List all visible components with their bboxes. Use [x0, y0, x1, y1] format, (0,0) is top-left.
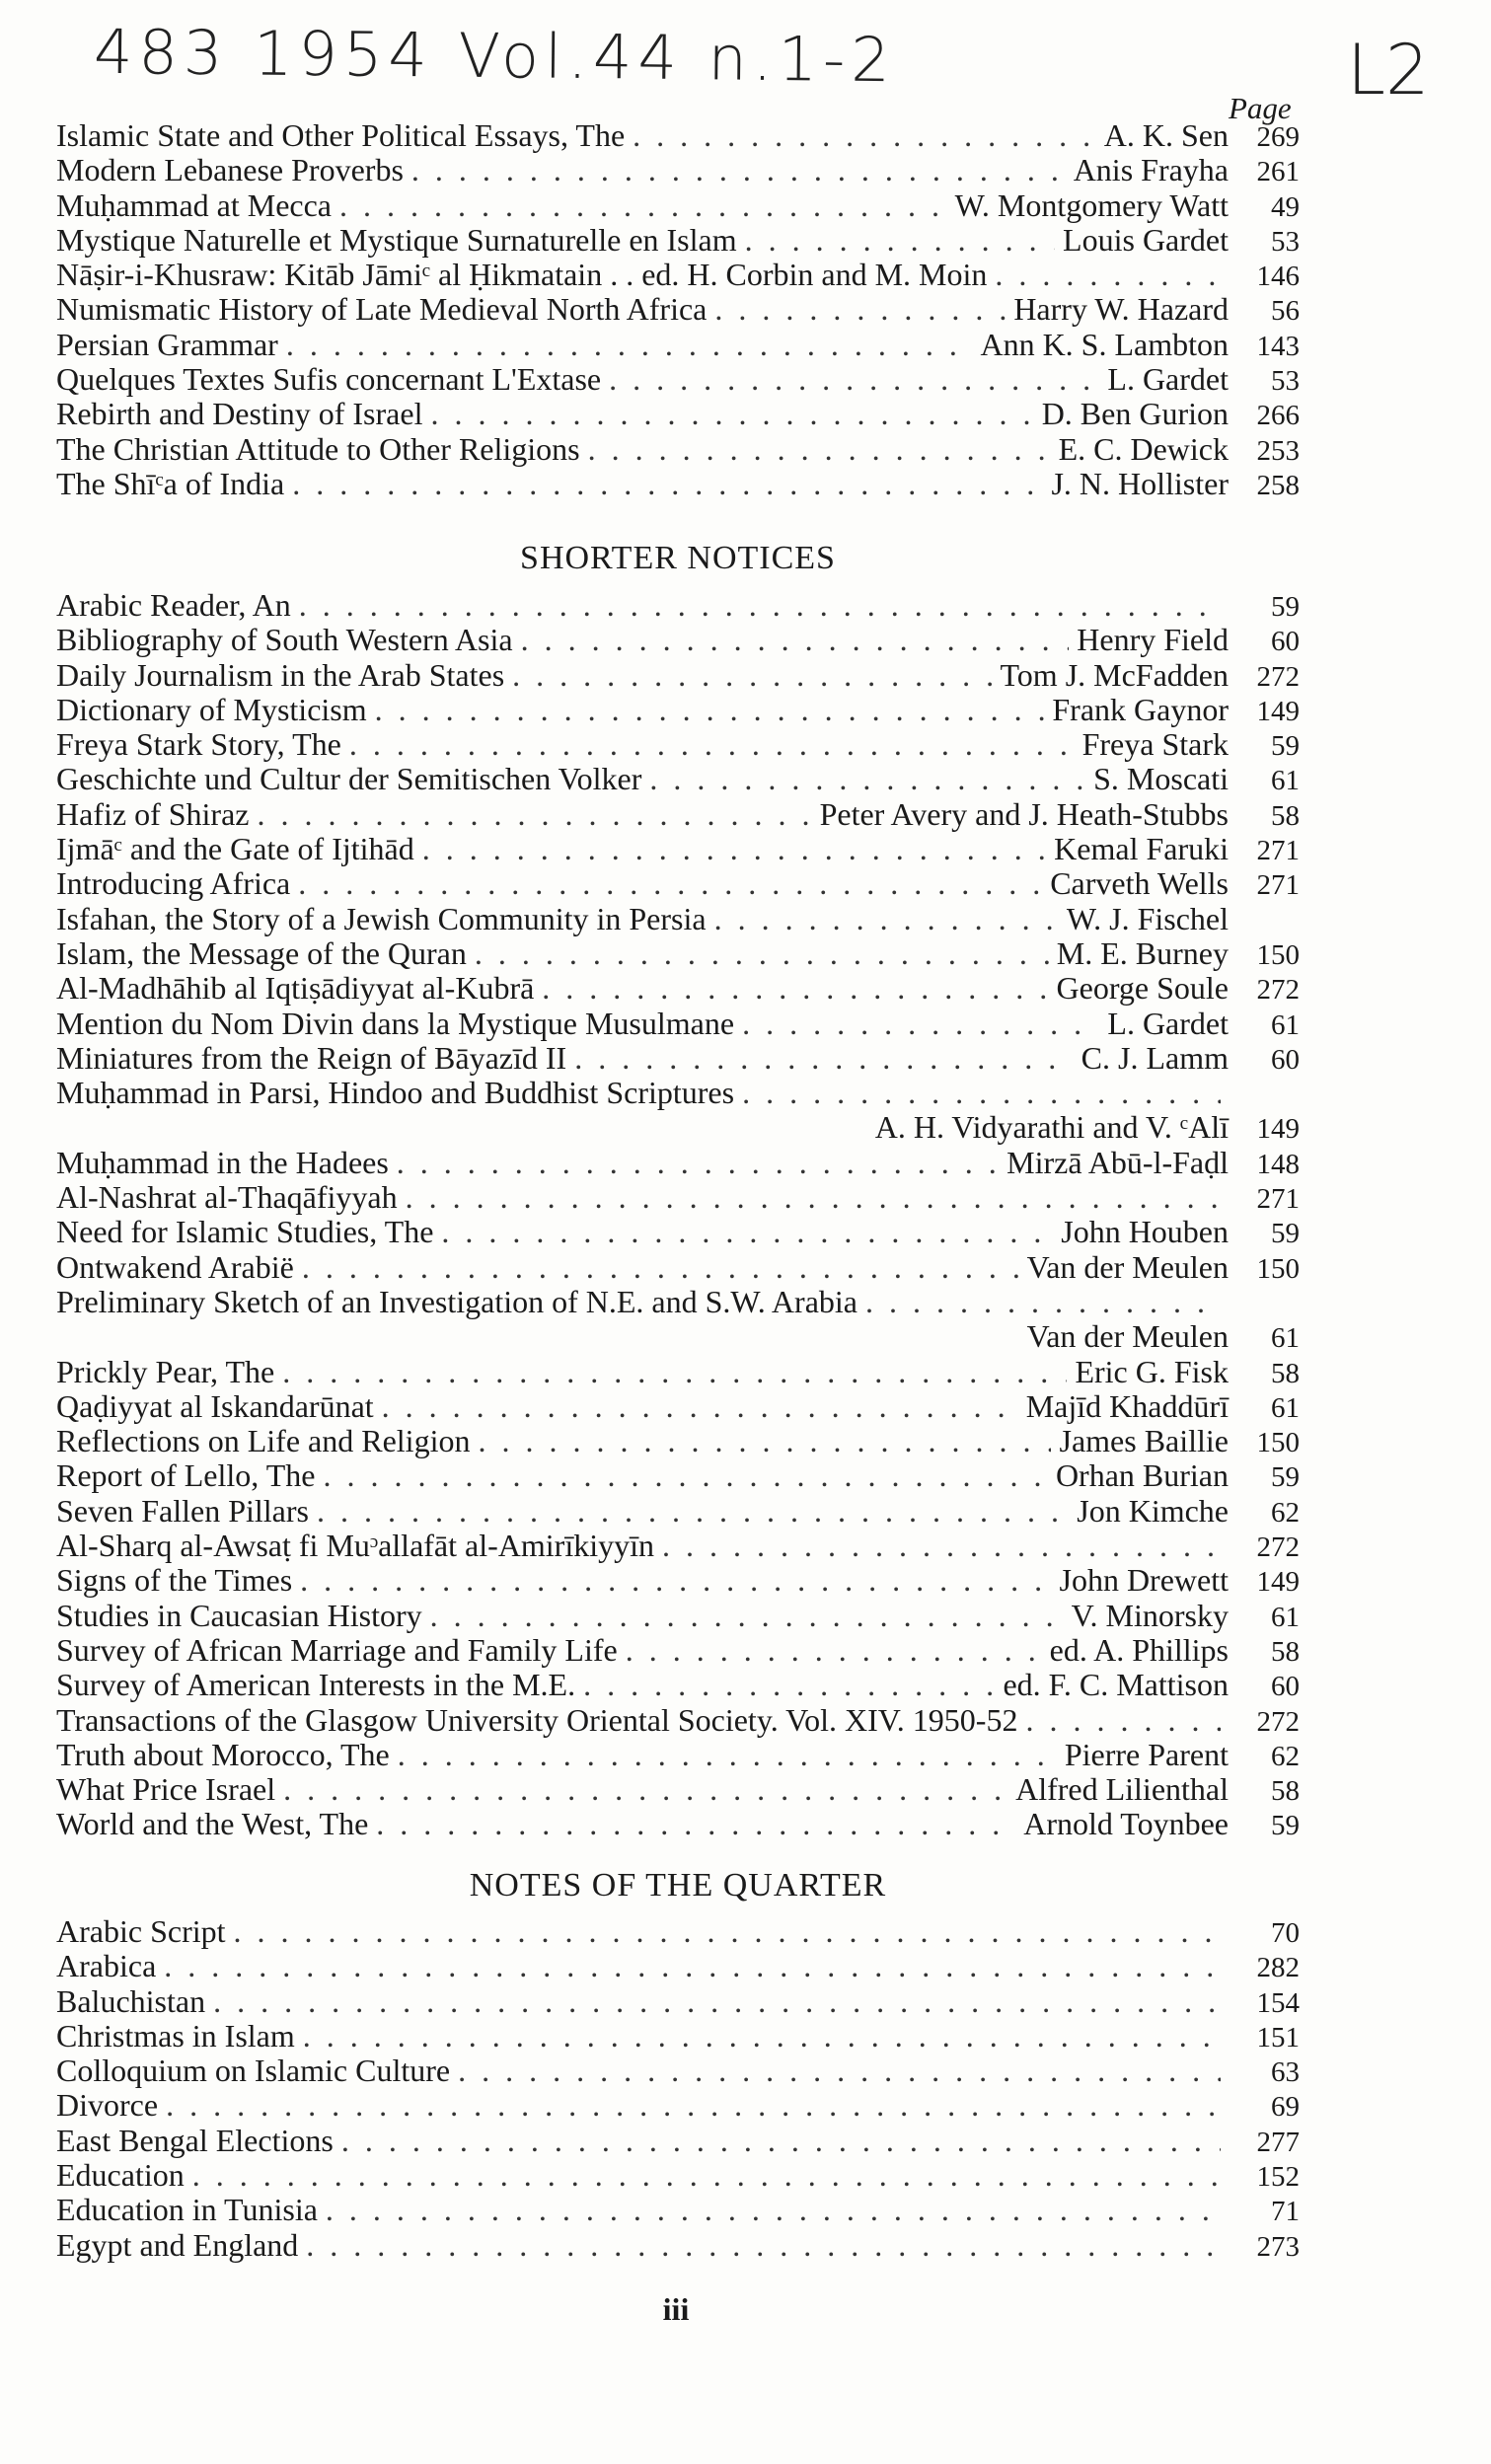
- dot-leader: [213, 1984, 1221, 2019]
- entry-page: 269: [1256, 121, 1300, 153]
- entry-page: 59: [1271, 1461, 1300, 1494]
- review-list: [56, 118, 1300, 501]
- index-entry: [56, 1949, 1300, 1983]
- entry-author: Frank Gaynor: [1052, 691, 1229, 727]
- dot-leader: [422, 832, 1046, 866]
- dot-leader: [300, 1563, 1051, 1598]
- dot-leader: [192, 2158, 1221, 2193]
- entry-title: Need for Islamic Studies, The: [56, 1214, 434, 1250]
- entry-author: Majīd Khaddūrī: [1025, 1387, 1229, 1424]
- entry-author: Kemal Faruki: [1054, 831, 1229, 867]
- index-entry: [56, 971, 1300, 1006]
- entry-author: James Baillie: [1059, 1423, 1229, 1459]
- dot-leader: [303, 2019, 1221, 2053]
- entry-title: Baluchistan: [56, 1982, 206, 2019]
- index-entry: [56, 588, 1300, 623]
- entry-page: 261: [1256, 156, 1300, 188]
- entry-author: C. J. Lamm: [1081, 1039, 1229, 1076]
- index-entry: [56, 362, 1300, 397]
- entry-title: Education in Tunisia: [56, 2192, 318, 2228]
- entry-title: Survey of American Interests in the M.E.: [56, 1667, 576, 1703]
- entry-title: Arabica: [56, 1948, 157, 1984]
- entry-title: Modern Lebanese Proverbs: [56, 152, 404, 188]
- index-entry: [56, 2019, 1300, 2053]
- entry-author: V. Minorsky: [1071, 1597, 1229, 1633]
- entry-author: Alfred Lilienthal: [1015, 1771, 1229, 1808]
- dot-leader: [865, 1285, 1221, 1319]
- dot-leader: [649, 762, 1085, 796]
- dot-leader: [1025, 1703, 1221, 1738]
- entry-title: Muḥammad at Mecca: [56, 187, 332, 223]
- entry-title: Hafiz of Shiraz: [56, 795, 250, 832]
- entry-title: Prickly Pear, The: [56, 1353, 275, 1389]
- entry-title: Isfahan, the Story of a Jewish Community in Persia: [56, 900, 707, 936]
- entry-author: A. K. Sen: [1103, 117, 1229, 153]
- entry-page: 61: [1271, 1322, 1300, 1355]
- entry-title: Reflections on Life and Religion: [56, 1423, 471, 1459]
- entry-page: 58: [1271, 1635, 1300, 1668]
- dot-leader: [745, 223, 1055, 258]
- index-entry: [56, 1215, 1300, 1249]
- index-entry: [56, 292, 1300, 327]
- dot-leader: [441, 1215, 1053, 1249]
- entry-page: 53: [1271, 365, 1300, 398]
- entry-title: Education: [56, 2157, 185, 2194]
- entry-title: Geschichte und Cultur der Semitischen Volker: [56, 761, 642, 797]
- entry-title: Dictionary of Mysticism: [56, 691, 367, 727]
- entry-author: ed. A. Phillips: [1049, 1631, 1229, 1668]
- dot-leader: [164, 1949, 1221, 1983]
- entry-title: Introducing Africa: [56, 865, 291, 902]
- entry-page: 61: [1271, 1601, 1300, 1633]
- entry-page: 59: [1271, 591, 1300, 623]
- dot-leader: [257, 797, 811, 832]
- entry-author: Harry W. Hazard: [1013, 291, 1229, 328]
- entry-page: 150: [1256, 1427, 1300, 1459]
- dot-leader: [574, 1041, 1073, 1076]
- dot-leader: [742, 1007, 1099, 1041]
- shorter-notices-list: [56, 588, 1300, 1842]
- entry-author: W. J. Fischel: [1066, 900, 1229, 936]
- dot-leader: [292, 467, 1043, 501]
- entry-author: ed. F. C. Mattison: [1003, 1667, 1229, 1703]
- entry-page: 62: [1271, 1740, 1300, 1772]
- entry-author: Mirzā Abū-l-Faḍl: [1006, 1144, 1229, 1180]
- index-entry: [56, 1319, 1300, 1354]
- dot-leader: [458, 2053, 1221, 2088]
- notes-of-quarter-list: [56, 1914, 1300, 2263]
- index-entry: [56, 727, 1300, 762]
- index-entry: [56, 1633, 1300, 1668]
- index-entry: [56, 623, 1300, 657]
- index-entry: [56, 1076, 1300, 1110]
- entry-page: 70: [1271, 1917, 1300, 1949]
- dot-leader: [283, 1772, 1007, 1807]
- dot-leader: [376, 1807, 1015, 1841]
- entry-title: Arabic Reader, An: [56, 587, 291, 623]
- entry-title: Rebirth and Destiny of Israel: [56, 396, 423, 432]
- index-entry: [56, 2053, 1300, 2088]
- dot-leader: [588, 432, 1051, 467]
- index-entry: [56, 936, 1300, 971]
- dot-leader: [430, 1599, 1064, 1633]
- entry-page: 151: [1256, 2021, 1300, 2053]
- entry-page: 58: [1271, 1357, 1300, 1389]
- entry-author: Ann K. S. Lambton: [980, 326, 1229, 362]
- dot-leader: [512, 658, 992, 693]
- dot-leader: [609, 362, 1099, 397]
- dot-leader: [475, 936, 1049, 971]
- dot-leader: [662, 1529, 1221, 1563]
- entry-title: What Price Israel: [56, 1771, 276, 1808]
- dot-leader: [339, 188, 947, 223]
- entry-title: The Shīᶜa of India: [56, 465, 285, 501]
- dot-leader: [521, 623, 1070, 657]
- dot-leader: [323, 1458, 1047, 1493]
- entry-author: Van der Meulen: [1026, 1248, 1229, 1285]
- entry-author: M. E. Burney: [1056, 934, 1229, 971]
- entry-author: Jon Kimche: [1077, 1492, 1229, 1529]
- dot-leader: [166, 2088, 1221, 2123]
- entry-author: D. Ben Gurion: [1041, 396, 1229, 432]
- entry-page: 266: [1256, 400, 1300, 432]
- page-folio: iii: [662, 2291, 690, 2327]
- dot-leader: [234, 1914, 1222, 1949]
- entry-title: Christmas in Islam: [56, 2017, 295, 2053]
- entry-title: Colloquium on Islamic Culture: [56, 2053, 451, 2089]
- entry-author: John Houben: [1061, 1214, 1229, 1250]
- entry-page: 149: [1256, 1566, 1300, 1599]
- entry-page: 150: [1256, 938, 1300, 971]
- index-entry: [56, 1146, 1300, 1180]
- entry-page: 60: [1271, 1043, 1300, 1076]
- entry-page: 61: [1271, 765, 1300, 797]
- index-entry: [56, 2124, 1300, 2158]
- entry-title: Freya Stark Story, The: [56, 726, 341, 763]
- dot-leader: [298, 866, 1042, 901]
- dot-leader: [306, 2228, 1221, 2263]
- entry-author: L. Gardet: [1107, 361, 1229, 398]
- entry-author: Eric G. Fisk: [1075, 1353, 1229, 1389]
- entry-title: Mystique Naturelle et Mystique Surnaturelle en Islam: [56, 221, 737, 258]
- dot-leader: [382, 1389, 1018, 1424]
- entry-title: Ijmāᶜ and the Gate of Ijtihād: [56, 831, 414, 867]
- entry-title: Survey of African Marriage and Family Life: [56, 1631, 618, 1668]
- index-entry: [56, 1668, 1300, 1702]
- entry-page: 150: [1256, 1252, 1300, 1285]
- entry-title: Truth about Morocco, The: [56, 1736, 390, 1772]
- index-entry: [56, 1041, 1300, 1076]
- dot-leader: [299, 588, 1221, 623]
- entry-title: Preliminary Sketch of an Investigation of N.E. and S.W. Arabia: [56, 1283, 857, 1319]
- entry-title: Seven Fallen Pillars: [56, 1492, 309, 1529]
- entry-title: Miniatures from the Reign of Bāyazīd II: [56, 1039, 567, 1076]
- entry-title: Divorce: [56, 2087, 159, 2124]
- entry-author: Carveth Wells: [1050, 865, 1229, 902]
- dot-leader: [398, 1738, 1057, 1772]
- entry-page: 62: [1271, 1496, 1300, 1529]
- entry-author: Louis Gardet: [1063, 221, 1229, 258]
- dot-leader: [397, 1146, 999, 1180]
- index-entry: [56, 1772, 1300, 1807]
- entry-title: Persian Grammar: [56, 326, 278, 362]
- dot-leader: [742, 1076, 1221, 1110]
- entry-title: Egypt and England: [56, 2226, 299, 2263]
- index-entry: [56, 1458, 1300, 1493]
- entry-author: Freya Stark: [1081, 726, 1229, 763]
- entry-page: 63: [1271, 2056, 1300, 2089]
- index-entry: [56, 188, 1300, 223]
- dot-leader: [349, 727, 1075, 762]
- entry-page: 58: [1271, 1775, 1300, 1808]
- entry-author: S. Moscati: [1093, 761, 1229, 797]
- entry-author: John Drewett: [1059, 1562, 1229, 1599]
- entry-page: 61: [1271, 1391, 1300, 1424]
- dot-leader: [411, 153, 1066, 187]
- entry-title: Bibliography of South Western Asia: [56, 622, 513, 658]
- index-entry: [56, 1563, 1300, 1598]
- entry-author: Anis Frayha: [1073, 152, 1229, 188]
- index-entry: [56, 832, 1300, 866]
- entry-page: 277: [1256, 2126, 1300, 2158]
- entry-page: 271: [1256, 1183, 1300, 1216]
- dot-leader: [317, 1494, 1069, 1529]
- handwritten-note: 483 1954 Vol.44 n.1-2: [93, 15, 897, 97]
- index-entry: [56, 397, 1300, 431]
- index-entry: [56, 1807, 1300, 1841]
- entry-title: Studies in Caucasian History: [56, 1597, 422, 1633]
- handwritten-corner-mark: L2: [1347, 30, 1430, 111]
- dot-leader: [633, 118, 1096, 153]
- entry-page: 271: [1256, 869, 1300, 902]
- entry-page: 53: [1271, 225, 1300, 258]
- index-entry: [56, 432, 1300, 467]
- section-heading-notes-of-quarter: NOTES OF THE QUARTER: [469, 1867, 887, 1904]
- entry-title: Al-Nashrat al-Thaqāfiyyah: [56, 1179, 398, 1216]
- entry-title: World and the West, The: [56, 1806, 369, 1842]
- entry-title: East Bengal Elections: [56, 2122, 334, 2158]
- entry-title: Numismatic History of Late Medieval North Africa: [56, 291, 708, 328]
- index-entry: [56, 1738, 1300, 1772]
- entry-author: Tom J. McFadden: [1000, 656, 1229, 693]
- index-entry: [56, 762, 1300, 796]
- entry-title: Arabic Script: [56, 1913, 226, 1949]
- entry-title: Daily Journalism in the Arab States: [56, 656, 505, 693]
- entry-title: Muḥammad in Parsi, Hindoo and Buddhist Scriptures: [56, 1075, 735, 1111]
- entry-page: 148: [1256, 1148, 1300, 1180]
- entry-title: Muḥammad in the Hadees: [56, 1144, 389, 1180]
- index-entry: [56, 1424, 1300, 1458]
- entry-page: 59: [1271, 730, 1300, 763]
- entry-title: Quelques Textes Sufis concernant L'Extase: [56, 361, 602, 398]
- index-entry: [56, 1180, 1300, 1215]
- section-heading-shorter-notices: SHORTER NOTICES: [520, 540, 836, 576]
- entry-page: 146: [1256, 261, 1300, 293]
- dot-leader: [714, 902, 1059, 936]
- entry-page: 154: [1256, 1986, 1300, 2019]
- dot-leader: [406, 1180, 1221, 1215]
- entry-author: W. Montgomery Watt: [954, 187, 1229, 223]
- index-entry: [56, 693, 1300, 727]
- entry-author: A. H. Vidyarathi and V. ᶜAlī: [874, 1109, 1229, 1146]
- entry-author: Peter Avery and J. Heath-Stubbs: [819, 795, 1229, 832]
- dot-leader: [375, 693, 1045, 727]
- entry-page: 59: [1271, 1810, 1300, 1842]
- dot-leader: [286, 328, 973, 362]
- index-entry: [56, 2088, 1300, 2123]
- entry-page: 272: [1256, 660, 1300, 693]
- index-entry: [56, 1494, 1300, 1529]
- dot-leader: [626, 1633, 1042, 1668]
- dot-leader: [995, 258, 1221, 292]
- page-column-label: Page: [1229, 91, 1292, 125]
- entry-page: 58: [1271, 799, 1300, 832]
- dot-leader: [478, 1424, 1051, 1458]
- entry-page: 258: [1256, 469, 1300, 501]
- index-entry: [56, 1250, 1300, 1285]
- entry-page: 60: [1271, 626, 1300, 658]
- entry-page: 69: [1271, 2091, 1300, 2124]
- entry-page: 272: [1256, 974, 1300, 1007]
- entry-page: 59: [1271, 1218, 1300, 1250]
- index-entry: [56, 1914, 1300, 1949]
- dot-leader: [282, 1355, 1067, 1389]
- index-entry: [56, 223, 1300, 258]
- dot-leader: [302, 1250, 1019, 1285]
- index-entry: [56, 1599, 1300, 1633]
- index-entry: [56, 1007, 1300, 1041]
- entry-author: George Soule: [1056, 970, 1229, 1007]
- entry-author: L. Gardet: [1107, 1005, 1229, 1041]
- entry-page: 272: [1256, 1531, 1300, 1564]
- index-entry: [56, 1703, 1300, 1738]
- index-entry: [56, 1389, 1300, 1424]
- entry-page: 143: [1256, 330, 1300, 362]
- entry-page: 60: [1271, 1671, 1300, 1703]
- index-entry: [56, 1110, 1300, 1145]
- dot-leader: [341, 2124, 1221, 2158]
- entry-page: 56: [1271, 295, 1300, 328]
- entry-author: Orhan Burian: [1055, 1457, 1229, 1494]
- dot-leader: [542, 971, 1048, 1006]
- index-entry: [56, 658, 1300, 693]
- entry-page: 61: [1271, 1008, 1300, 1041]
- entry-title: Ontwakend Arabië: [56, 1248, 294, 1285]
- entry-author: Henry Field: [1077, 622, 1229, 658]
- entry-page: 149: [1256, 695, 1300, 727]
- entry-page: 271: [1256, 835, 1300, 867]
- entry-title: Mention du Nom Divin dans la Mystique Musulmane: [56, 1005, 735, 1041]
- index-entry: [56, 2228, 1300, 2263]
- index-entry: [56, 1529, 1300, 1563]
- entry-author: J. N. Hollister: [1051, 465, 1229, 501]
- entry-page: 273: [1256, 2230, 1300, 2263]
- dot-leader: [430, 397, 1033, 431]
- dot-leader: [583, 1668, 995, 1702]
- entry-author: Pierre Parent: [1064, 1736, 1229, 1772]
- entry-title: Al-Madhāhib al Iqtiṣādiyyat al-Kubrā: [56, 970, 535, 1007]
- dot-leader: [326, 2193, 1221, 2227]
- entry-title: Al-Sharq al-Awsaṭ fi Muᵓallafāt al-Amirīkiyyīn: [56, 1528, 654, 1564]
- entry-title: Nāṣir-i-Khusraw: Kitāb Jāmiᶜ al Ḥikmatain . . ed. H. Corbin and M. Moin: [56, 257, 988, 293]
- index-entry: [56, 118, 1300, 153]
- entry-page: 71: [1271, 2196, 1300, 2228]
- entry-page: 149: [1256, 1113, 1300, 1146]
- entry-title: Qaḍiyyat al Iskandarūnat: [56, 1387, 374, 1424]
- index-entry: [56, 1984, 1300, 2019]
- entry-author: Van der Meulen: [1026, 1318, 1229, 1355]
- entry-title: Islamic State and Other Political Essays, The: [56, 117, 626, 153]
- entry-title: Signs of the Times: [56, 1562, 293, 1599]
- entry-page: 49: [1271, 190, 1300, 223]
- dot-leader: [714, 292, 1006, 327]
- entry-title: Report of Lello, The: [56, 1457, 316, 1494]
- index-entry: [56, 2193, 1300, 2227]
- entry-author: E. C. Dewick: [1058, 430, 1229, 467]
- index-entry: [56, 328, 1300, 362]
- index-entry: [56, 797, 1300, 832]
- index-entry: [56, 153, 1300, 187]
- index-entry: [56, 258, 1300, 292]
- entry-title: Transactions of the Glasgow University Oriental Society. Vol. XIV. 1950-52: [56, 1701, 1018, 1738]
- index-entry: [56, 866, 1300, 901]
- entry-title: The Christian Attitude to Other Religions: [56, 430, 580, 467]
- index-entry: [56, 1355, 1300, 1389]
- index-entry: [56, 467, 1300, 501]
- entry-page: 272: [1256, 1705, 1300, 1738]
- index-entry: [56, 902, 1300, 936]
- entry-page: 282: [1256, 1952, 1300, 1984]
- entry-title: Islam, the Message of the Quran: [56, 934, 467, 971]
- entry-page: 253: [1256, 434, 1300, 467]
- index-entry: [56, 2158, 1300, 2193]
- entry-page: 152: [1256, 2161, 1300, 2194]
- index-entry: [56, 1285, 1300, 1319]
- entry-author: Arnold Toynbee: [1023, 1806, 1229, 1842]
